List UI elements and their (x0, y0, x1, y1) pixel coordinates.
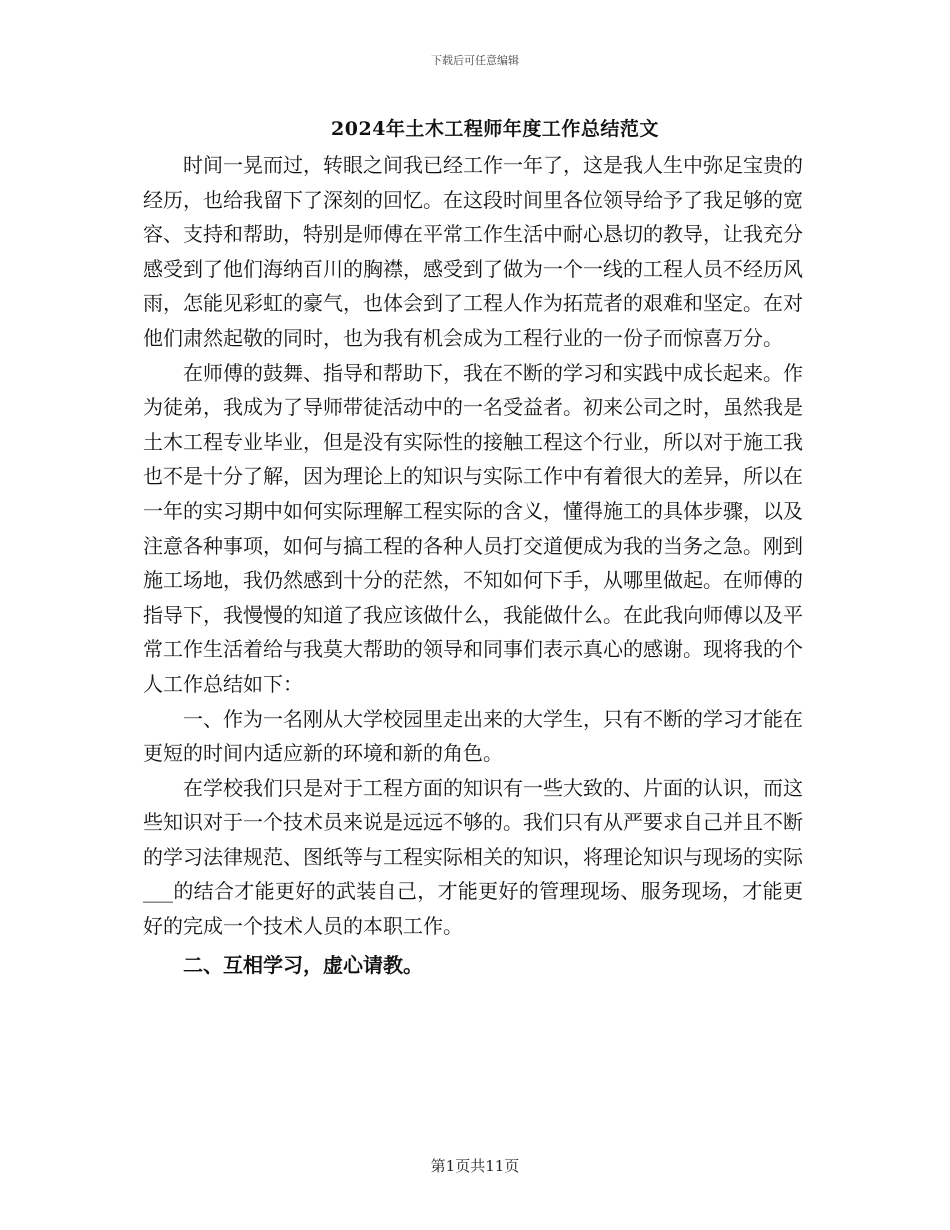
body-paragraph: 在学校我们只是对于工程方面的知识有一些大致的、片面的认识，而这些知识对于一个技术员来说是远远不够的。我们只有从严要求自己并且不断的学习法律规范、图纸等与工程实际相关的知识，将理论知识与现场的实际___的结合才能更好的武装自己，才能更好的管理现场、服务现场，才能更好的完成一个技术人员的本职工作。 (143, 775, 803, 939)
body-paragraph: 时间一晃而过，转眼之间我已经工作一年了，这是我人生中弥足宝贵的经历，也给我留下了深刻的回忆。在这段时间里各位领导给予了我足够的宽容、支持和帮助，特别是师傅在平常工作生活中耐心恳切的教导，让我充分感受到了他们海纳百川的胸襟，感受到了做为一个一线的工程人员不经历风雨，怎能见彩虹的豪气，也体会到了工程人作为拓荒者的艰难和坚定。在对他们肃然起敬的同时，也为我有机会成为工程行业的一份子而惊喜万分。 (143, 153, 803, 350)
section-heading: 二、互相学习，虚心请教。 (183, 952, 423, 977)
document-title: 2024年土木工程师年度工作总结范文 (331, 118, 659, 140)
body-paragraph: 一、作为一名刚从大学校园里走出来的大学生，只有不断的学习才能在更短的时间内适应新的环境和新的角色。 (143, 706, 803, 766)
document-body (143, 148, 803, 982)
page-header-note: 下载后可任意编辑 (431, 54, 519, 67)
body-paragraph: 在师傅的鼓舞、指导和帮助下，我在不断的学习和实践中成长起来。作为徒弟，我成为了导师带徒活动中的一名受益者。初来公司之时，虽然我是土木工程专业毕业，但是没有实际性的接触工程这个行业，所以对于施工我也不是十分了解，因为理论上的知识与实际工作中有着很大的差异，所以在一年的实习期中如何实际理解工程实际的含义，懂得施工的具体步骤，以及注意各种事项，如何与搞工程的各种人员打交道便成为我的当务之急。刚到施工场地，我仍然感到十分的茫然，不知如何下手，从哪里做起。在师傅的指导下，我慢慢的知道了我应该做什么，我能做什么。在此我向师傅以及平常工作生活着给与我莫大帮助的领导和同事们表示真心的感谢。现将我的个人工作总结如下： (143, 360, 803, 696)
page-number: 第1页共11页 (430, 1157, 520, 1175)
